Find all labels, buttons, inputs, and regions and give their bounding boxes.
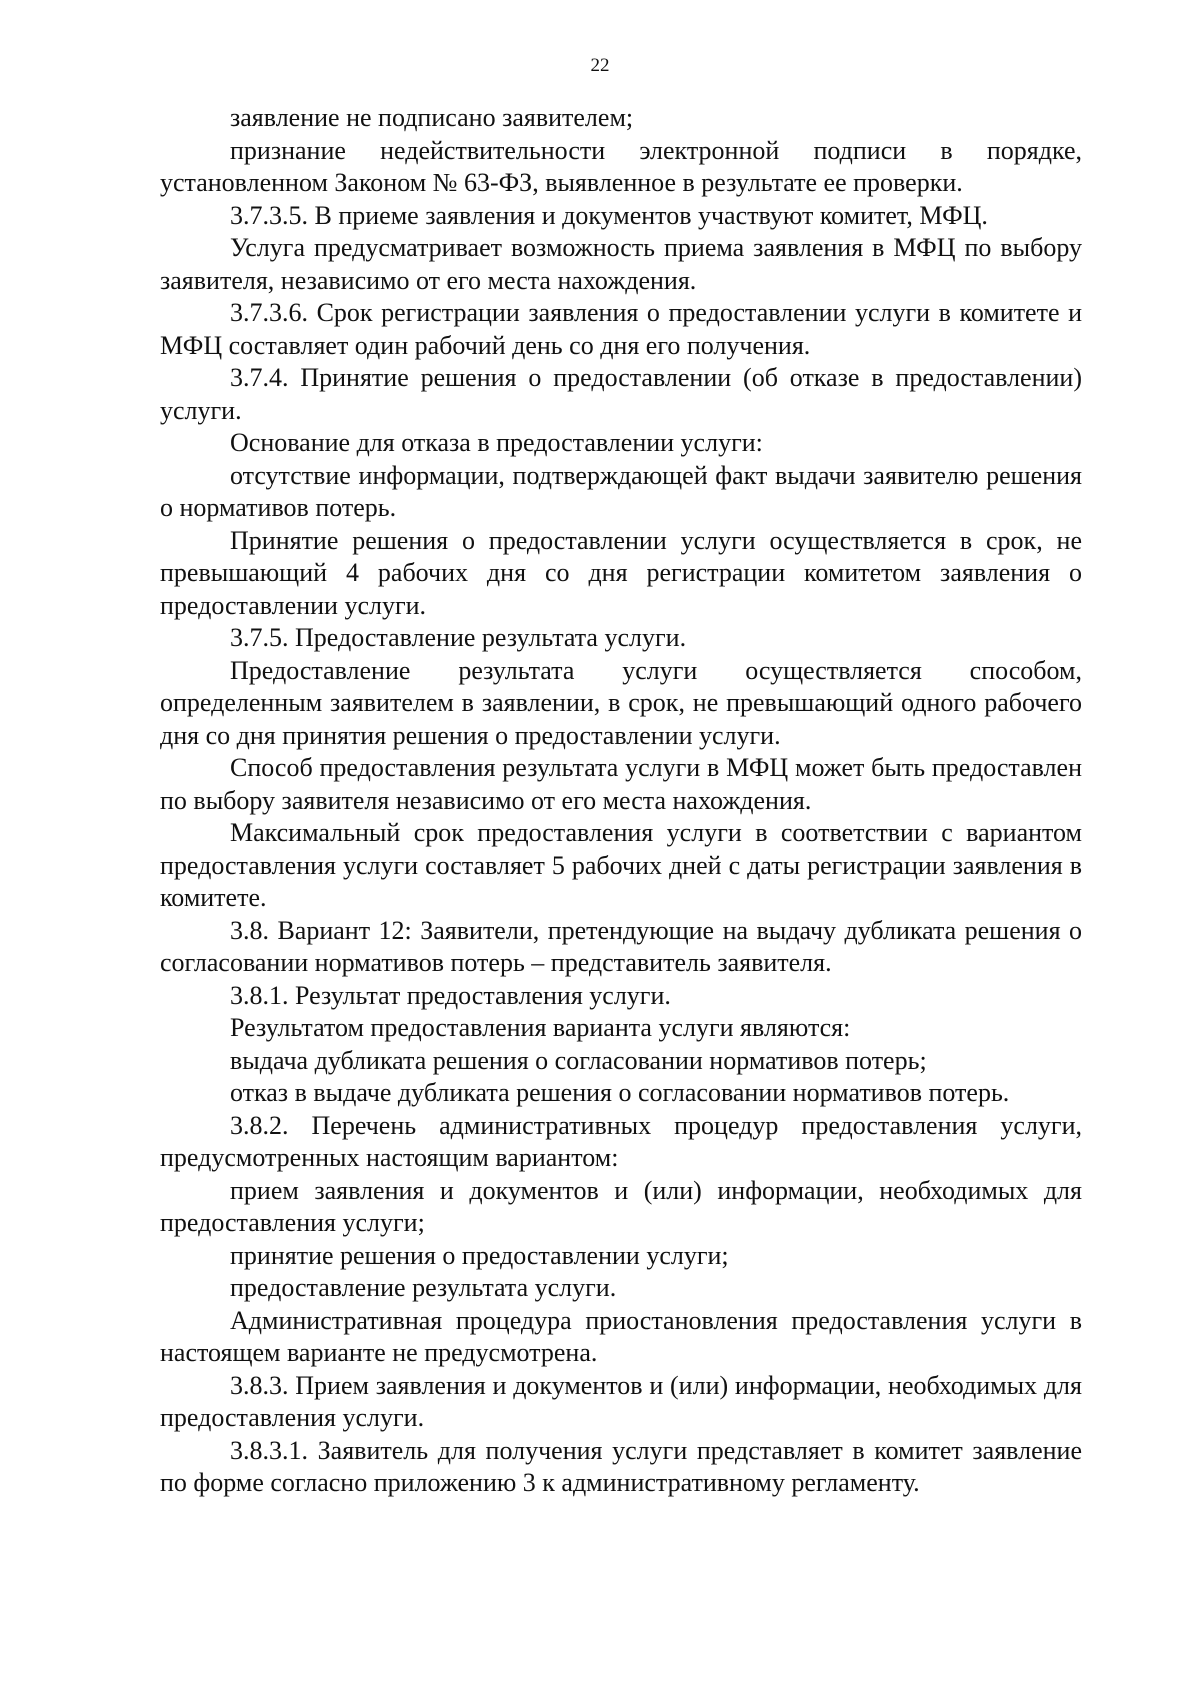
paragraph: 3.8.1. Результат предоставления услуги. (230, 980, 671, 1010)
paragraph: Максимальный срок предоставления услуги в соответствии с вариантом предоставления услуги составляет 5 рабочих дней с даты регистрации заявления в комитете. (160, 818, 1082, 912)
paragraph: 3.7.3.5. В приеме заявления и документов участвуют комитет, МФЦ. (230, 200, 988, 230)
paragraph: 3.8.2. Перечень административных процедур предоставления услуги, предусмотренных настоящим вариантом: (160, 1110, 1082, 1172)
paragraph: Результатом предоставления варианта услуги являются: (230, 1013, 851, 1042)
paragraph: прием заявления и документов и (или) информации, необходимых для предоставления услуги; (160, 1175, 1082, 1237)
paragraph: 3.7.5. Предоставление результата услуги. (230, 623, 687, 652)
paragraph: 3.8.3.1. Заявитель для получения услуги представляет в комитет заявление по форме согласно приложению 3 к административному регламенту. (160, 1435, 1082, 1497)
paragraph: 3.7.3.6. Срок регистрации заявления о предоставлении услуги в комитете и МФЦ составляет один рабочий день со дня его получения. (160, 298, 1082, 360)
paragraph: Административная процедура приостановления предоставления услуги в настоящем варианте не предусмотрена. (160, 1305, 1082, 1367)
paragraph: Способ предоставления результата услуги в МФЦ может быть предоставлен по выбору заявителя независимо от его места нахождения. (160, 753, 1082, 815)
paragraph: отказ в выдаче дубликата решения о согласовании нормативов потерь. (230, 1078, 1010, 1107)
paragraph: Основание для отказа в предоставлении услуги: (230, 428, 763, 457)
page-number: 22 (590, 55, 610, 76)
paragraph: отсутствие информации, подтверждающей факт выдачи заявителю решения о нормативов потерь. (160, 460, 1082, 522)
paragraph: 3.8.3. Прием заявления и документов и (или) информации, необходимых для предоставления услуги. (160, 1370, 1082, 1432)
paragraph: Принятие решения о предоставлении услуги осуществляется в срок, не превышающий 4 рабочих дня со дня регистрации комитетом заявления о предоставлении услуги. (160, 525, 1082, 620)
paragraph: Предоставление результата услуги осуществляется способом, определенным заявителем в заявлении, в срок, не превышающий одного рабочего дня со дня принятия решения о предоставлении услуги. (160, 655, 1082, 750)
paragraph: выдача дубликата решения о согласовании нормативов потерь; (230, 1045, 927, 1075)
document-body (160, 102, 1082, 1500)
paragraph: 3.8. Вариант 12: Заявители, претендующие на выдачу дубликата решения о согласовании нормативов потерь – представитель заявителя. (160, 915, 1082, 977)
paragraph: признание недействительности электронной подписи в порядке, установленном Законом № 63-ФЗ, выявленное в результате ее проверки. (160, 135, 1082, 197)
paragraph: предоставление результата услуги. (230, 1273, 617, 1302)
paragraph: Услуга предусматривает возможность приема заявления в МФЦ по выбору заявителя, независимо от его места нахождения. (160, 233, 1082, 295)
paragraph: 3.7.4. Принятие решения о предоставлении (об отказе в предоставлении) услуги. (160, 363, 1082, 425)
paragraph: заявление не подписано заявителем; (230, 103, 634, 132)
paragraph: принятие решения о предоставлении услуги; (230, 1240, 729, 1270)
